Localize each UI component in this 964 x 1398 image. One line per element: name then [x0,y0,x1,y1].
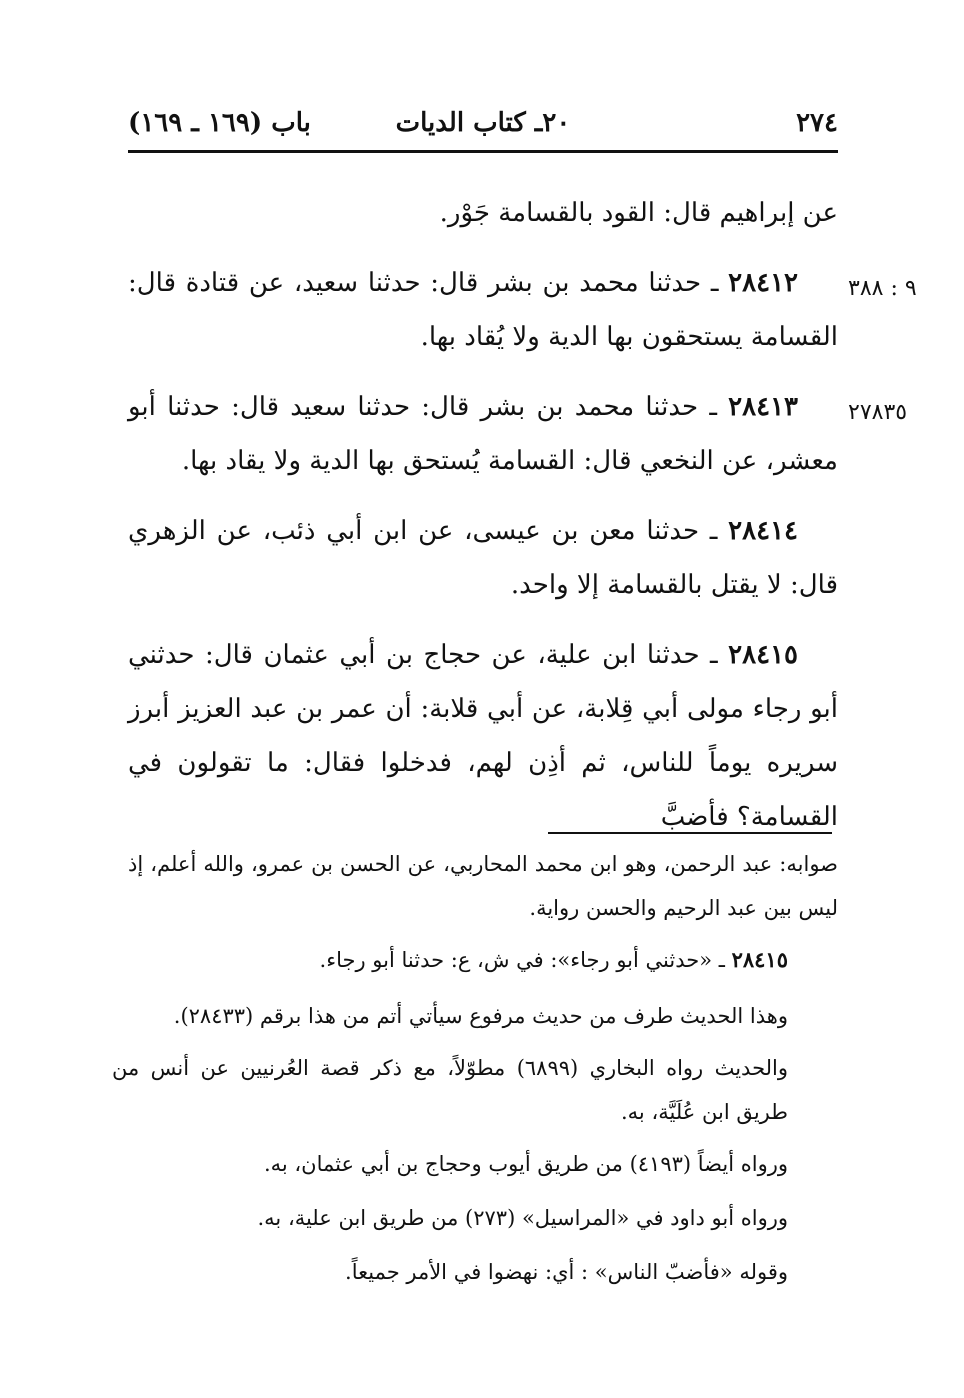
margin-reference: ٢٧٨٣٥ [848,400,908,425]
page-header [128,108,838,148]
hadith-text: ـ حدثنا محمد بن بشر قال: حدثنا سعيد قال: حدثنا أبو معشر، عن النخعي قال: القسامة يُستحق بها الدية ولا يقاد بها. [128,392,838,476]
footnote-hadith-number: ٢٨٤١٥ [731,947,788,972]
hadith-paragraph [128,628,838,844]
page-number: ٢٧٤ [796,108,838,138]
paragraph-continuation: عن إبراهيم قال: القود بالقسامة جَوْر. [439,198,838,228]
hadith-text: ـ حدثنا ابن علية، عن حجاج بن أبي عثمان قال: حدثني أبو رجاء مولى أبي قِلابة، عن أبي قلابة: أن عمر بن عبد العزيز أبرز سريره يوماً للناس، ثم أذِن لهم، فدخلوا فقال: ما تقولون في القسامة؟ فأضبَّ [128,640,838,832]
chapter-title: باب (١٦٩ ـ ١٦٩) [128,108,311,138]
hadith-number: ٢٨٤١٥ [728,640,798,670]
hadith-number: ٢٨٤١٤ [728,516,798,546]
hadith-number: ٢٨٤١٣ [728,392,798,422]
footnote: ورواه أبو داود في «المراسيل» (٢٧٣) من طريق ابن علية، به. [257,1206,788,1230]
hadith-paragraph [128,504,838,612]
footnote: صوابه: عبد الرحمن، وهو ابن محمد المحاربي، عن الحسن بن عمرو، والله أعلم، إذ ليس بين عبد الرحيم والحسن رواية. [128,852,838,920]
footnote: وهذا الحديث طرف من حديث مرفوع سيأتي أتم من هذا برقم (٢٨٤٣٣). [173,1004,788,1028]
footnote: ٢٨٤١٥ ـ «حدثني أبو رجاء»: في ش، ع: حدثنا أبو رجاء. [319,947,788,972]
margin-reference: ٩ : ٣٨٨ [848,276,917,301]
header-rule [128,150,838,153]
hadith-number: ٢٨٤١٢ [728,268,798,298]
hadith-paragraph [128,380,838,488]
hadith-text: ـ حدثنا محمد بن بشر قال: حدثنا سعيد، عن قتادة قال: القسامة يستحقون بها الدية ولا يُقاد بها. [128,268,838,352]
hadith-paragraph [128,256,838,364]
footnote-separator [548,832,832,834]
footnote: وقوله «فأضبّ الناس» : أي: نهضوا في الأمر جميعاً. [345,1260,788,1284]
footnote: ورواه أيضاً (٤١٩٣) من طريق أيوب وحجاج بن أبي عثمان، به. [263,1152,788,1176]
hadith-text: ـ حدثنا معن بن عيسى، عن ابن أبي ذئب، عن الزهري قال: لا يقتل بالقسامة إلا واحد. [128,516,838,600]
book-title: ٢٠ـ كتاب الديات [395,108,571,138]
footnote: والحديث رواه البخاري (٦٨٩٩) مطوّلاً، مع ذكر قصة العُرنيين عن أنس من طريق ابن عُلَيَّة، به. [112,1056,789,1124]
